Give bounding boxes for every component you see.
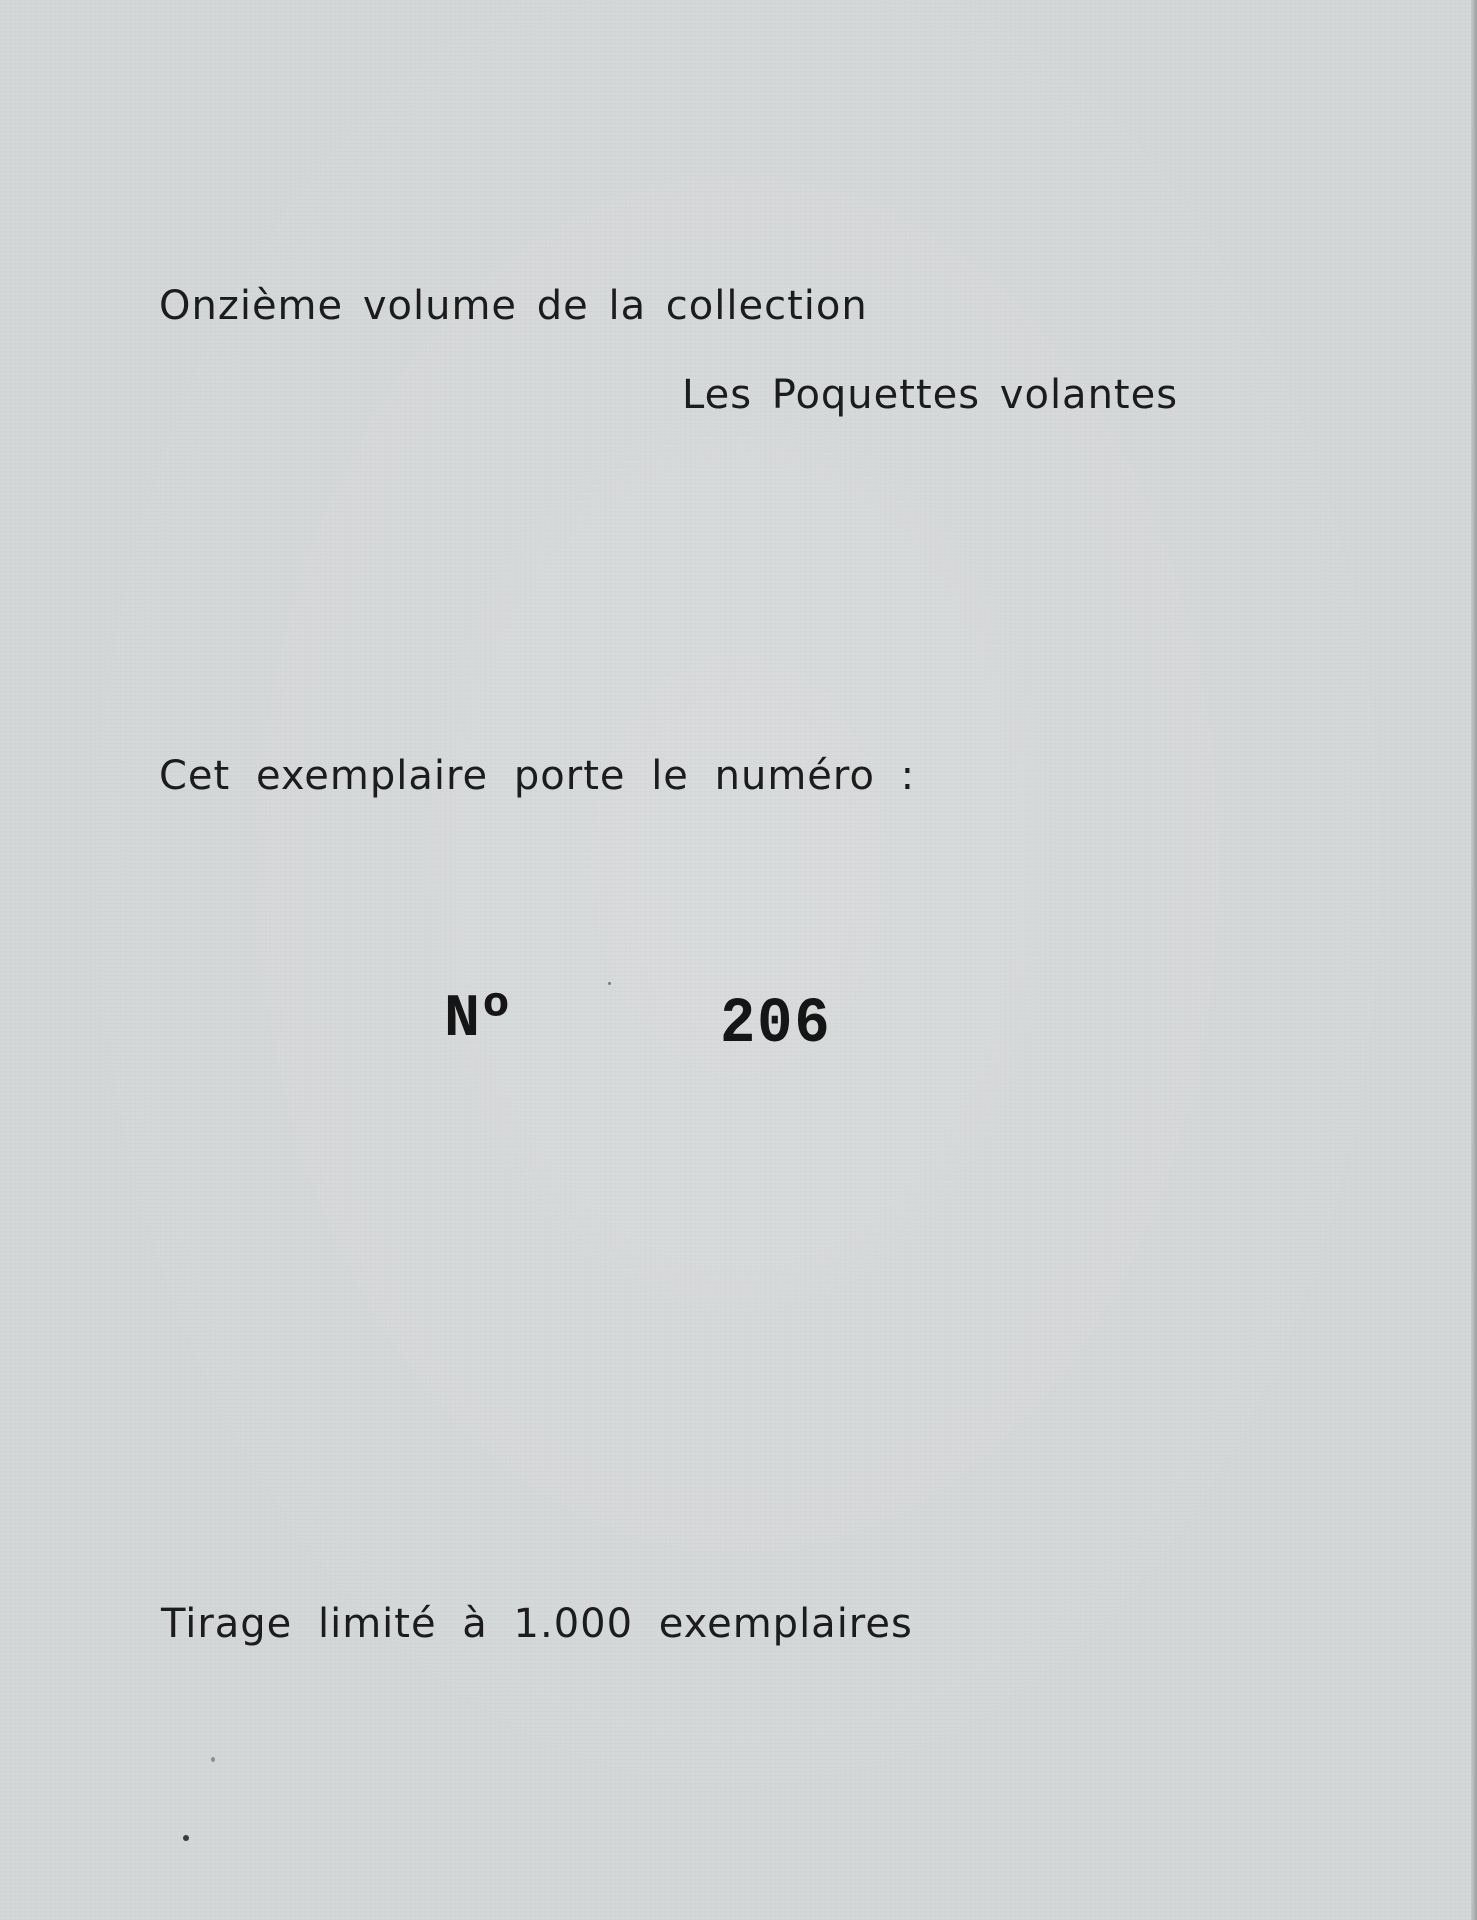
- paper-speck: [211, 1757, 215, 1762]
- copy-number-stamp: 206: [720, 989, 832, 1061]
- page-edge: [1471, 0, 1477, 1920]
- paper-speck: [608, 982, 611, 985]
- collection-volume-text: Onzième volume de la collection: [159, 283, 868, 329]
- number-sign-stamp: Nº: [444, 986, 513, 1054]
- collection-name-text: Les Poquettes volantes: [682, 372, 1179, 418]
- paper-speck: [183, 1835, 189, 1841]
- copy-number-intro-text: Cet exemplaire porte le numéro :: [159, 753, 916, 799]
- print-run-text: Tirage limité à 1.000 exemplaires: [161, 1601, 913, 1647]
